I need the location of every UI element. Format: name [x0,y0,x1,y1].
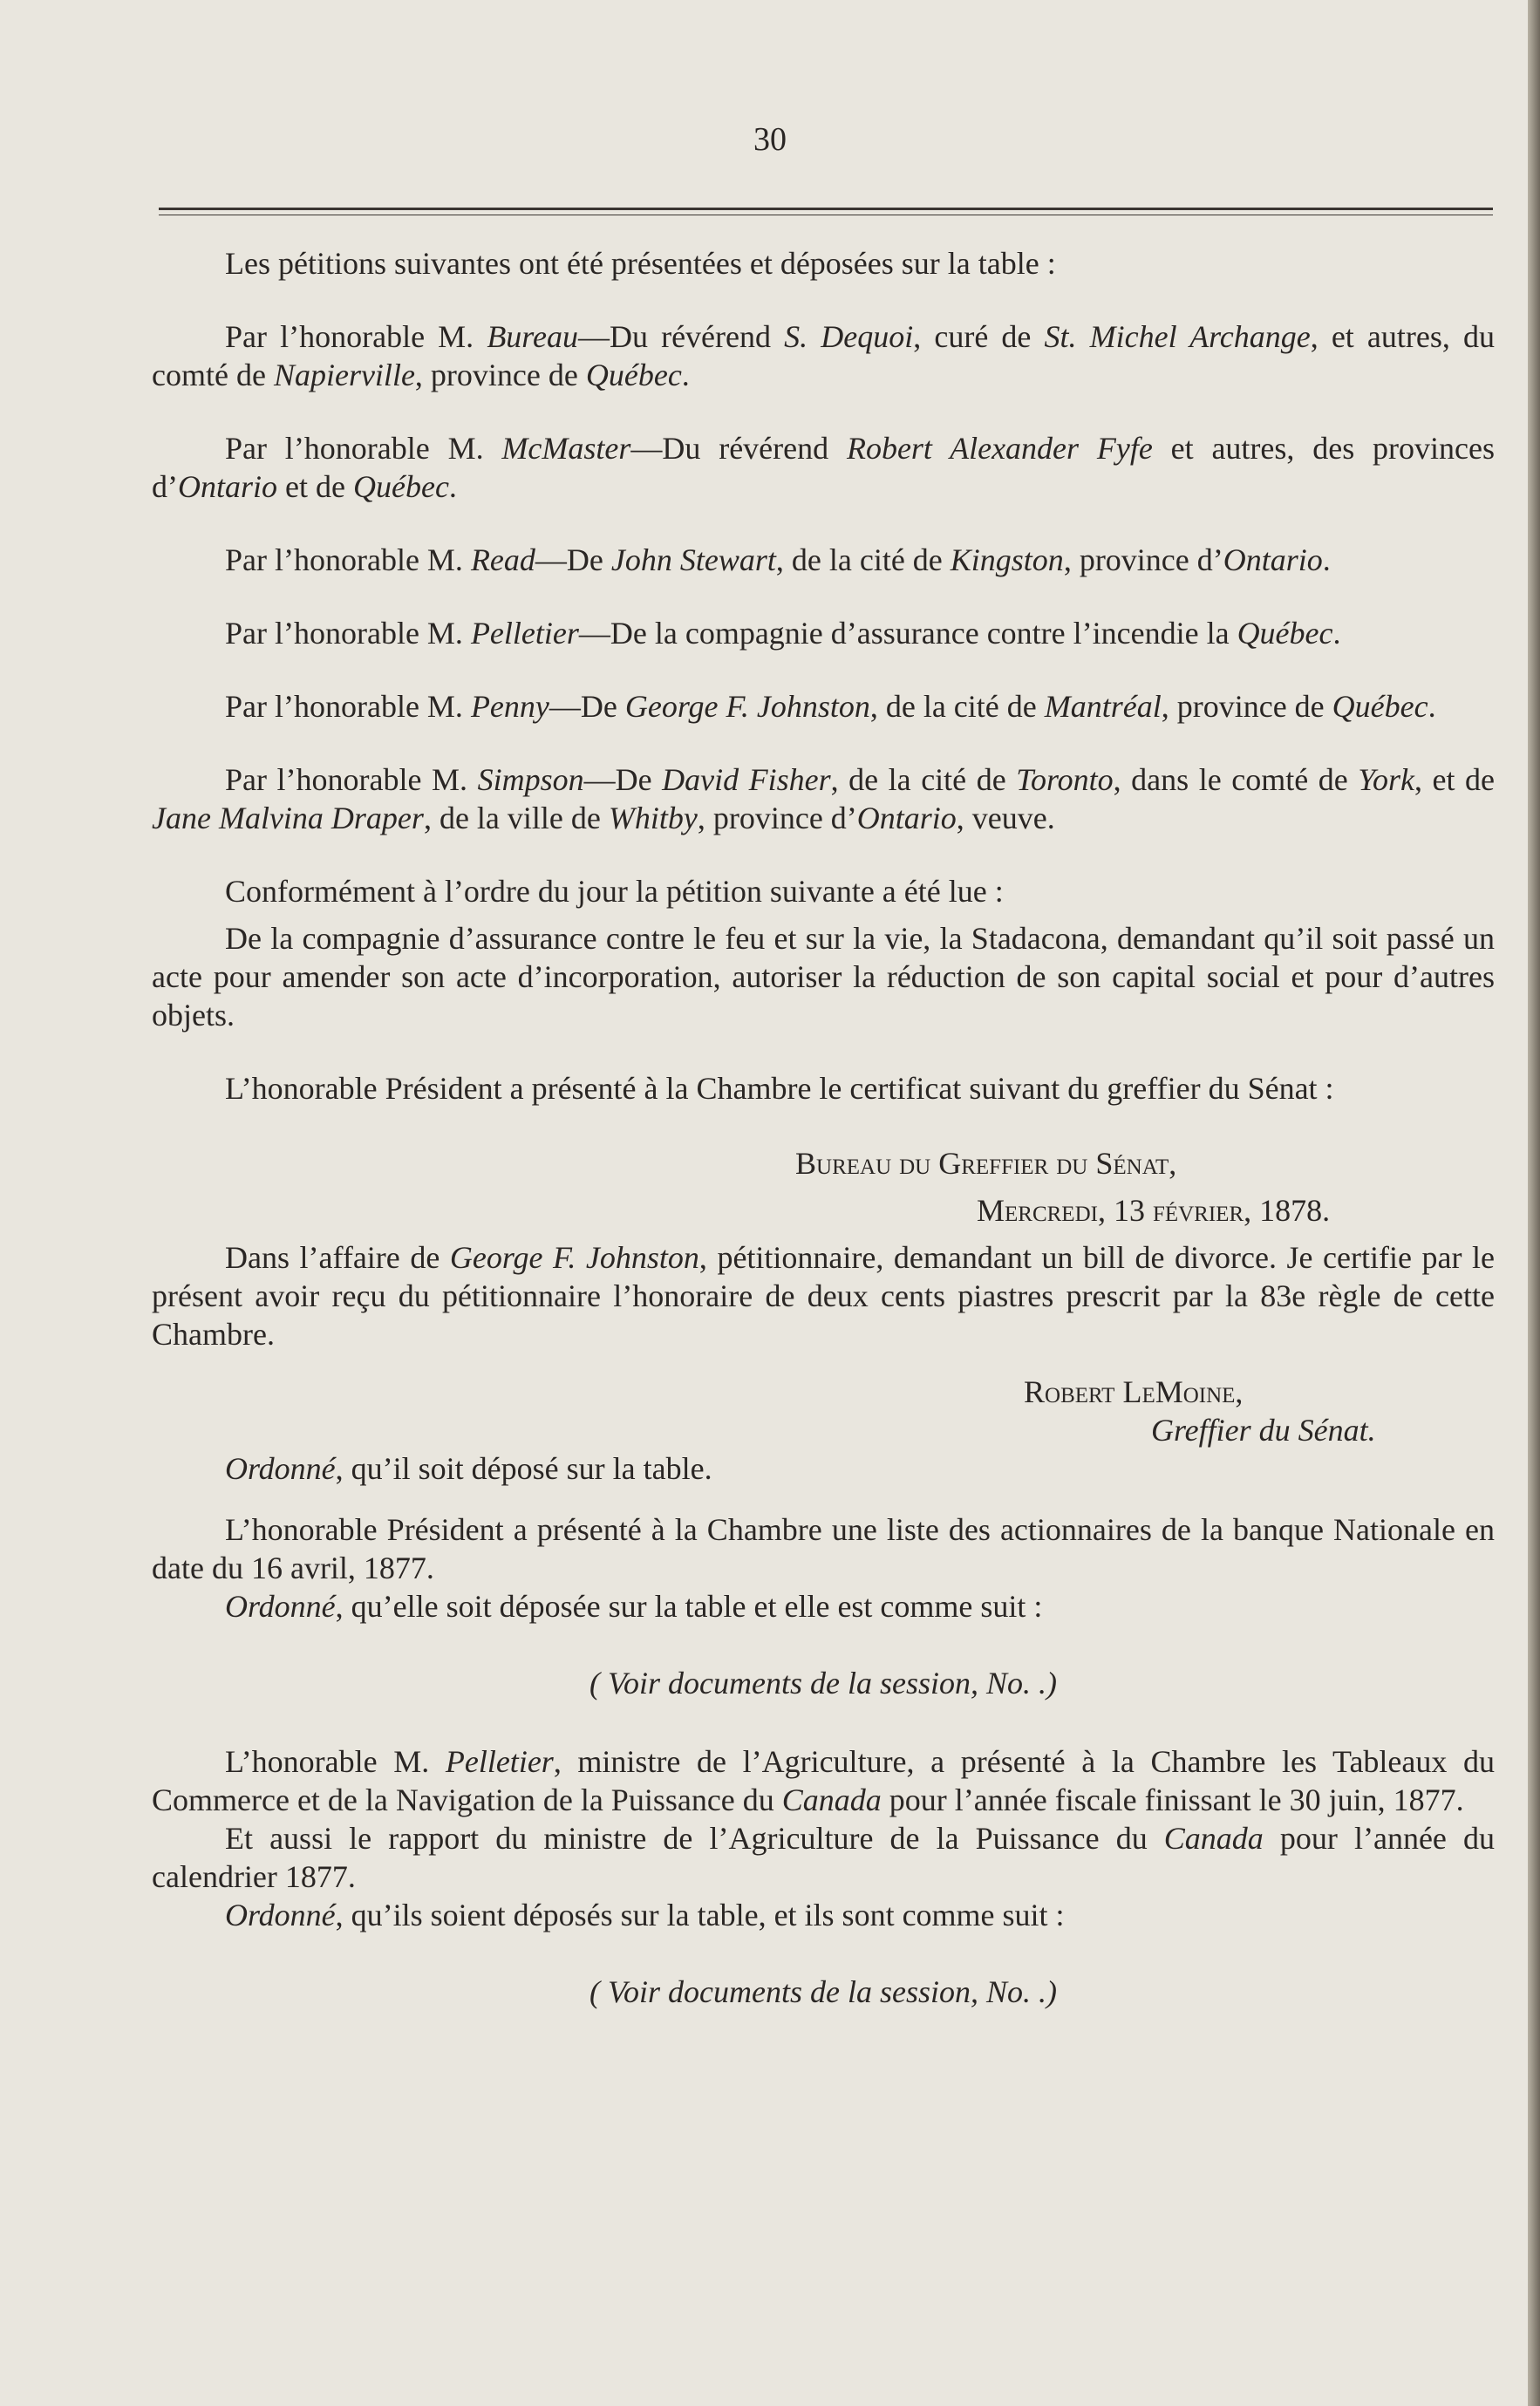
certificate-office: Bureau du Greffier du Sénat, [795,1146,1177,1181]
petition-simpson: Par l’honorable M. Simpson—De David Fisher, de la cité de Toronto, dans le comté de York, et de Jane Malvina Draper, de la ville de Whitby, province d’Ontario, veuve. [152,762,1496,835]
document-body [152,244,1495,2011]
agriculture-see-documents: ( Voir documents de la session, No. .) [589,1974,1057,2009]
petition-mcmaster: Par l’honorable M. McMaster—Du révérend Robert Alexander Fyfe et autres, des provinces d’Ontario et de Québec. [152,431,1496,504]
header-rule [159,208,1493,215]
certificate-signer-title: Greffier du Sénat. [1151,1413,1376,1448]
agriculture-also: Et aussi le rapport du ministre de l’Agriculture de la Puissance du Canada pour l’année du calendrier 1877. [152,1821,1495,1894]
petition-bureau: Par l’honorable M. Bureau—Du révérend S. Dequoi, curé de St. Michel Archange, et autres, du comté de Napierville, province de Québec. [152,319,1496,392]
bank-see-documents: ( Voir documents de la session, No. .) [589,1666,1057,1701]
petition-penny: Par l’honorable M. Penny—De George F. Johnston, de la cité de Mantréal, province de Québec. [225,689,1436,724]
certificate-body: Dans l’affaire de George F. Johnston, pétitionnaire, demandant un bill de divorce. Je certifie par le présent avoir reçu du pétitionnaire l’honoraire de deux cents piastres prescrit par la 83e règle de cette Chambre. [152,1240,1495,1352]
order-intro: Conformément à l’ordre du jour la pétition suivante a été lue : [225,874,1004,909]
petition-pelletier: Par l’honorable M. Pelletier—De la compagnie d’assurance contre l’incendie la Québec. [225,616,1341,651]
certificate-date: Mercredi, 13 février, 1878. [977,1193,1331,1228]
petition-read: Par l’honorable M. Read—De John Stewart, de la cité de Kingston, province d’Ontario. [225,542,1331,577]
bank-list-text: L’honorable Président a présenté à la Chambre une liste des actionnaires de la banque Nationale en date du 16 avril, 1877. [152,1512,1495,1585]
page-number: 30 [753,121,787,158]
certificate-ordered: Ordonné, qu’il soit déposé sur la table. [225,1451,712,1486]
bank-ordered: Ordonné, qu’elle soit déposée sur la table et elle est comme suit : [225,1589,1043,1624]
agriculture-ordered: Ordonné, qu’ils soient déposés sur la table, et ils sont comme suit : [225,1898,1065,1932]
petitions-intro: Les pétitions suivantes ont été présentées et déposées sur la table : [225,246,1056,281]
certificate-signer: Robert LeMoine, [1024,1374,1244,1409]
agriculture-text: L’honorable M. Pelletier, ministre de l’Agriculture, a présenté à la Chambre les Tableaux du Commerce et de la Navigation de la Puissance du Canada pour l’année fiscale finissant le 30 juin, 1877. [152,1744,1495,1817]
certificate-intro: L’honorable Président a présenté à la Chambre le certificat suivant du greffier du Sénat : [225,1071,1334,1106]
page-edge [1528,0,1540,2406]
order-petition-text: De la compagnie d’assurance contre le feu et sur la vie, la Stadacona, demandant qu’il soit passé un acte pour amender son acte d’incorporation, autoriser la réduction de son capital social et pour d’autres objets. [152,921,1495,1033]
